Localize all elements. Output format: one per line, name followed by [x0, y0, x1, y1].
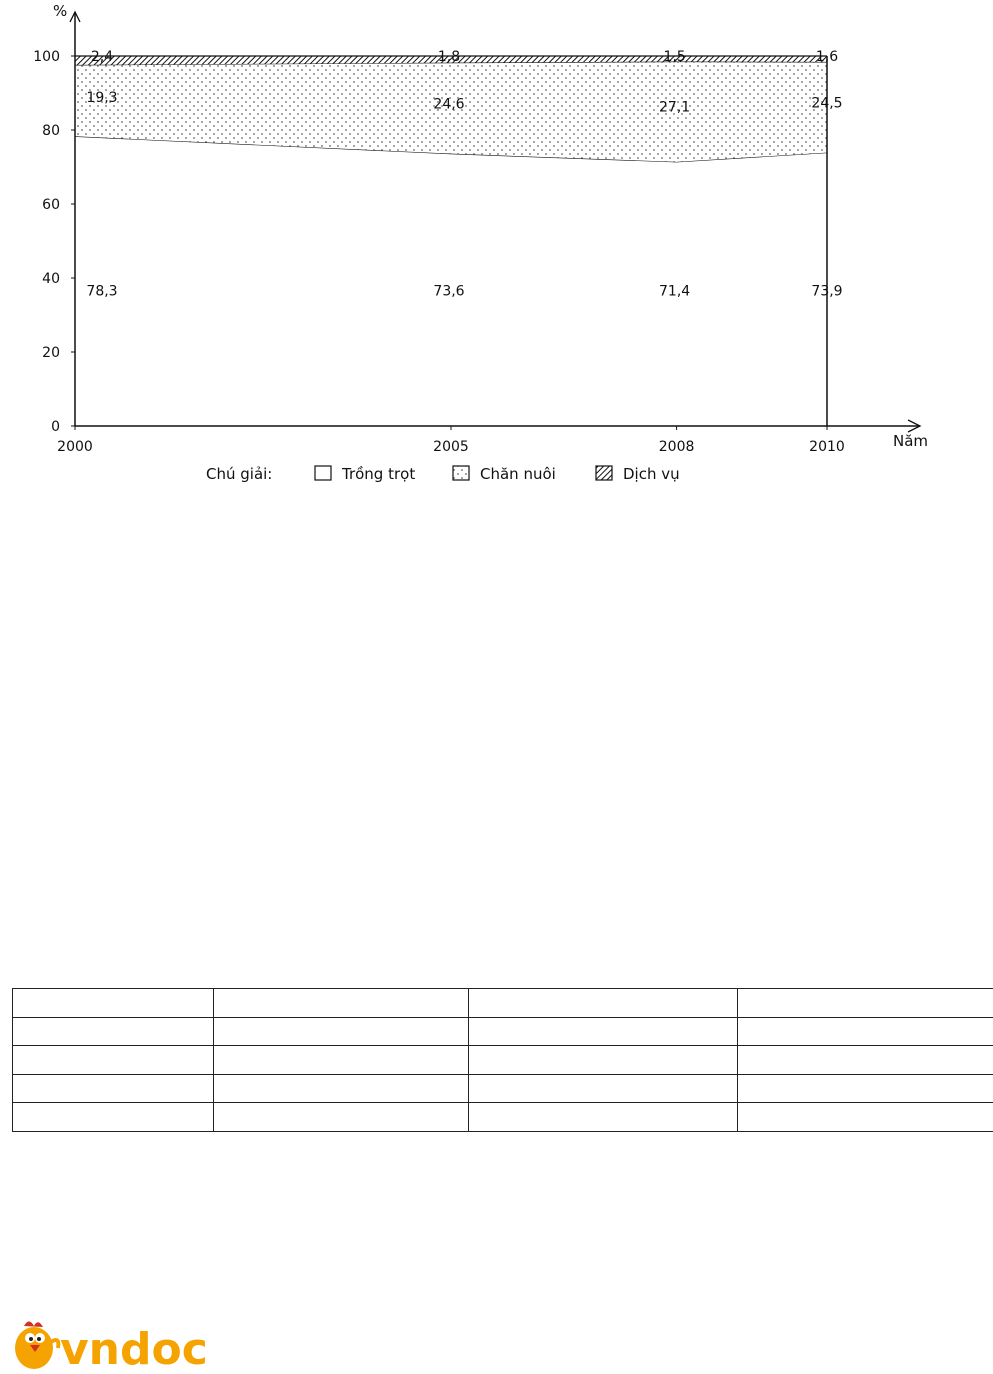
legend-label-3: Dịch vụ: [623, 465, 680, 483]
legend-title: Chú giải:: [206, 465, 273, 483]
table-cell: [214, 989, 469, 1018]
y-axis: [33, 2, 80, 435]
empty-table: [12, 988, 993, 1132]
table-cell: [13, 1074, 214, 1103]
x-axis: [57, 420, 928, 455]
data-label-2: 27,1: [659, 99, 691, 116]
x-tick-label: 2008: [658, 439, 695, 455]
table-cell: [214, 1017, 469, 1046]
logo-text: vndoc: [60, 1324, 208, 1374]
x-axis-title: Năm: [893, 432, 929, 450]
legend-swatch-1: [315, 466, 331, 480]
table-cell: [738, 1074, 993, 1103]
table-row: [13, 1074, 993, 1103]
table-cell: [469, 1046, 738, 1075]
table-cell: [469, 1103, 738, 1132]
data-label-1: 73,6: [433, 283, 465, 300]
legend: [206, 465, 680, 483]
table-cell: [214, 1046, 469, 1075]
table-cell: [738, 1017, 993, 1046]
y-tick-label: 20: [42, 345, 60, 361]
data-label-2: 24,5: [811, 95, 843, 112]
vndoc-logo: [4, 1314, 224, 1374]
table-cell: [13, 1017, 214, 1046]
data-label-2: 19,3: [86, 90, 118, 107]
chick-mascot-icon: [15, 1322, 58, 1370]
data-label-3: 1,8: [437, 49, 461, 65]
table-row: [13, 989, 993, 1018]
table-row: [13, 1017, 993, 1046]
data-label-3: 1,5: [663, 49, 686, 65]
table-cell: [469, 1017, 738, 1046]
table-cell: [13, 989, 214, 1018]
table-cell: [469, 989, 738, 1018]
table-cell: [469, 1074, 738, 1103]
y-tick-label: 100: [33, 49, 60, 65]
table-cell: [214, 1074, 469, 1103]
data-label-3: 2,4: [90, 49, 114, 65]
y-axis-title: %: [53, 2, 68, 20]
data-label-1: 78,3: [86, 283, 118, 300]
table-cell: [738, 1046, 993, 1075]
table-row: [13, 1103, 993, 1132]
x-tick-label: 2000: [57, 439, 93, 455]
y-tick-label: 0: [51, 419, 60, 435]
area-1: [75, 136, 827, 426]
x-tick-label: 2005: [433, 439, 469, 455]
table-cell: [13, 1046, 214, 1075]
data-label-3: 1,6: [815, 49, 839, 65]
y-tick-label: 80: [42, 123, 60, 139]
data-label-1: 71,4: [659, 283, 691, 300]
legend-swatch-3: [596, 466, 612, 480]
table-row: [13, 1046, 993, 1075]
legend-label-1: Trồng trọt: [342, 465, 416, 483]
y-tick-label: 40: [42, 271, 60, 287]
legend-label-2: Chăn nuôi: [480, 465, 556, 483]
area-chart: [0, 0, 993, 500]
y-tick-label: 60: [42, 197, 60, 213]
table-cell: [738, 1103, 993, 1132]
legend-swatch-2: [453, 466, 469, 480]
data-label-1: 73,9: [811, 283, 843, 300]
x-tick-label: 2010: [809, 439, 845, 455]
data-label-2: 24,6: [433, 96, 465, 113]
table-cell: [738, 989, 993, 1018]
table-cell: [13, 1103, 214, 1132]
table-cell: [214, 1103, 469, 1132]
